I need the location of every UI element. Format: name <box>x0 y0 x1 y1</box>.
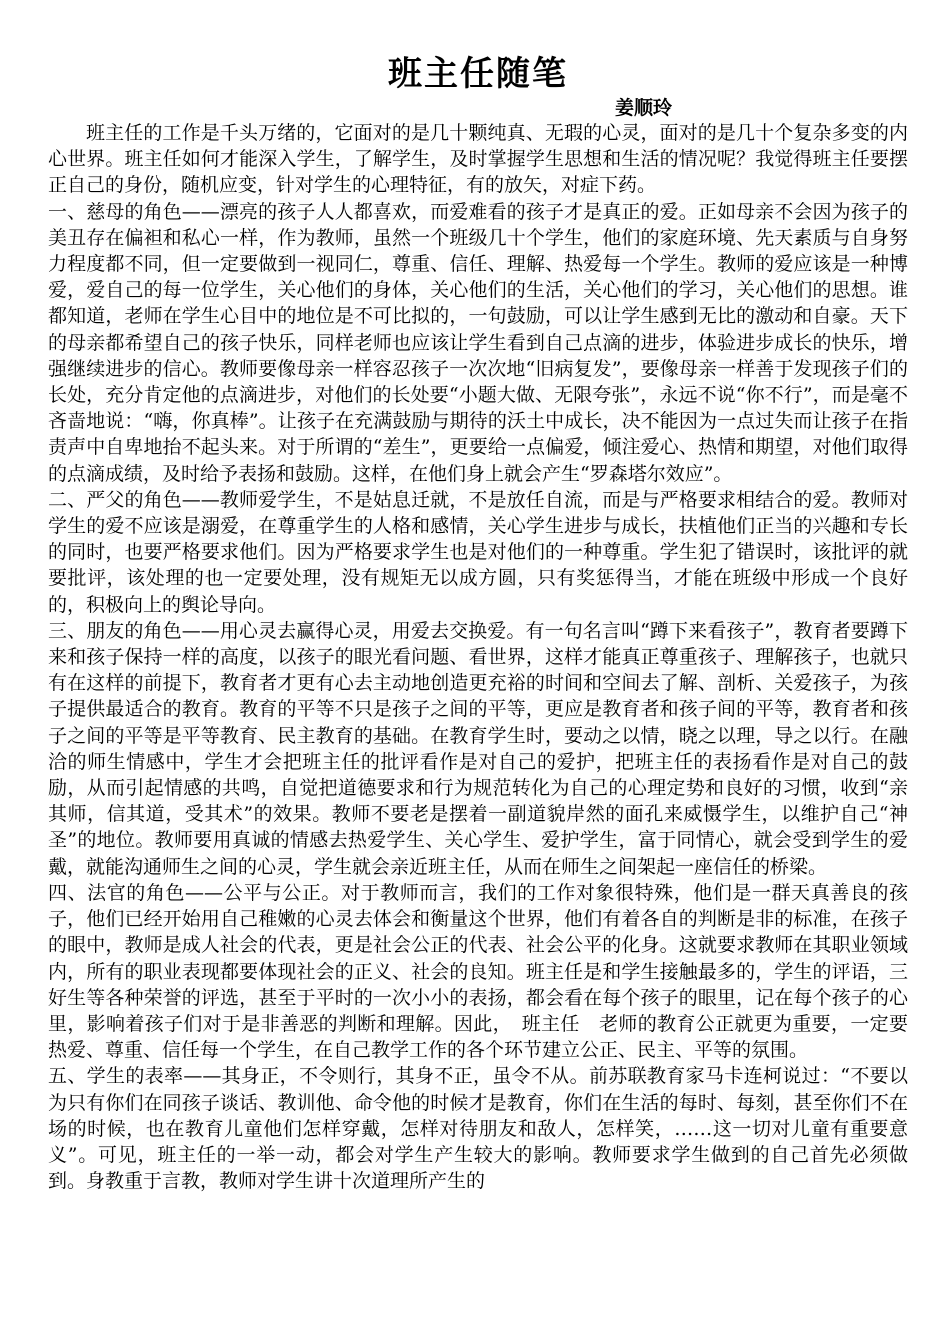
paragraph-section-5: 五、学生的表率——其身正，不令则行，其身不正，虽令不从。前苏联教育家马卡连柯说过：“不要以为只有你们在同孩子谈话、教训他、命令他的时候才是教育，你们在生活的每时、每刻，甚至你们不在场的时候，也在教育儿童他们怎样穿戴，怎样对待朋友和敌人，怎样笑，……这一切对儿童有重要意义”。可见，班主任的一举一动，都会对学生产生较大的影响。教师要求学生做到的自己首先必须做到。身教重于言教，教师对学生讲十次道理所产生的 <box>48 1065 908 1193</box>
document-author: 姜顺玲 <box>614 97 672 119</box>
paragraph-section-2: 二、严父的角色——教师爱学生，不是姑息迁就，不是放任自流，而是与严格要求相结合的爱。教师对学生的爱不应该是溺爱，在尊重学生的人格和感情，关心学生进步与成长，扶植他们正当的兴趣和专长的同时，也要严格要求他们。因为严格要求学生也是对他们的一种尊重。学生犯了错误时，该批评的就要批评，该处理的也一定要处理，没有规矩无以成方圆，只有奖惩得当，才能在班级中形成一个良好的，积极向上的舆论导向。 <box>48 488 908 616</box>
paragraph-section-4: 四、法官的角色——公平与公正。对于教师而言，我们的工作对象很特殊，他们是一群天真善良的孩子，他们已经开始用自己稚嫩的心灵去体会和衡量这个世界，他们有着各自的判断是非的标准，在孩子的眼中，教师是成人社会的代表，更是社会公正的代表、社会公平的化身。这就要求教师在其职业领域内，所有的职业表现都要体现社会的正义、社会的良知。班主任是和学生接触最多的，学生的评语，三好生等各种荣誉的评选，甚至于平时的一次小小的表扬，都会看在每个孩子的眼里，记在每个孩子的心里，影响着孩子们对于是非善恶的判断和理解。因此， 班主任 老师的教育公正就更为重要，一定要热爱、尊重、信任每一个学生，在自己教学工作的各个环节建立公正、民主、平等的氛围。 <box>48 881 908 1062</box>
document-title: 班主任随笔 <box>388 54 568 94</box>
document-page <box>48 52 908 1194</box>
paragraph-section-1: 一、慈母的角色——漂亮的孩子人人都喜欢，而爱难看的孩子才是真正的爱。正如母亲不会因为孩子的美丑存在偏袒和私心一样，作为教师，虽然一个班级几十个学生，他们的家庭环境、先天素质与自身努力程度都不同，但一定要做到一视同仁，尊重、信任、理解、热爱每一个学生。教师的爱应该是一种博爱，爱自己的每一位学生，关心他们的身体，关心他们的生活，关心他们的学习，关心他们的思想。谁都知道，老师在学生心目中的地位是不可比拟的，一句鼓励，可以让学生感到无比的激动和自豪。天下的母亲都希望自己的孩子快乐，同样老师也应该让学生看到自己点滴的进步，体验进步成长的快乐，增强继续进步的信心。教师要像母亲一样容忍孩子一次次地“旧病复发”，要像母亲一样善于发现孩子们的长处，充分肯定他的点滴进步，对他们的长处要“小题大做、无限夸张”，永远不说“你不行”，而是毫不吝啬地说：“嗨，你真棒”。让孩子在充满鼓励与期待的沃土中成长，决不能因为一点过失而让孩子在指责声中自卑地抬不起头来。对于所谓的“差生”，更要给一点偏爱，倾注爱心、热情和期望，对他们取得的点滴成绩，及时给予表扬和鼓励。这样，在他们身上就会产生“罗森塔尔效应”。 <box>48 200 908 485</box>
paragraph-intro: 班主任的工作是千头万绪的，它面对的是几十颗纯真、无瑕的心灵，面对的是几十个复杂多变的内心世界。班主任如何才能深入学生，了解学生，及时掌握学生思想和生活的情况呢？我觉得班主任要摆正自己的身份，随机应变，针对学生的心理特征，有的放矢，对症下药。 <box>48 122 908 197</box>
paragraph-section-3: 三、朋友的角色——用心灵去赢得心灵，用爱去交换爱。有一句名言叫“蹲下来看孩子”，教育者要蹲下来和孩子保持一样的高度，以孩子的眼光看问题、看世界，这样才能真正尊重孩子、理解孩子，也就只有在这样的前提下，教育者才更有心去主动地创造更充裕的时间和空间去了解、剖析、关爱孩子，为孩子提供最适合的教育。教育的平等不只是孩子之间的平等，更应是教育者和孩子间的平等，教育者和孩子之间的平等是平等教育、民主教育的基础。在教育学生时，要动之以情，晓之以理，导之以行。在融洽的师生情感中，学生才会把班主任的批评看作是对自己的爱护，把班主任的表扬看作是对自己的鼓励，从而引起情感的共鸣，自觉把道德要求和行为规范转化为自己的心理定势和良好的习惯，收到“亲其师，信其道，受其术”的效果。教师不要老是摆着一副道貌岸然的面孔来威慑学生，以维护自己“神圣”的地位。教师要用真诚的情感去热爱学生、关心学生、爱护学生，富于同情心，就会受到学生的爱戴，就能沟通师生之间的心灵，学生就会亲近班主任，从而在师生之间架起一座信任的桥梁。 <box>48 619 908 878</box>
